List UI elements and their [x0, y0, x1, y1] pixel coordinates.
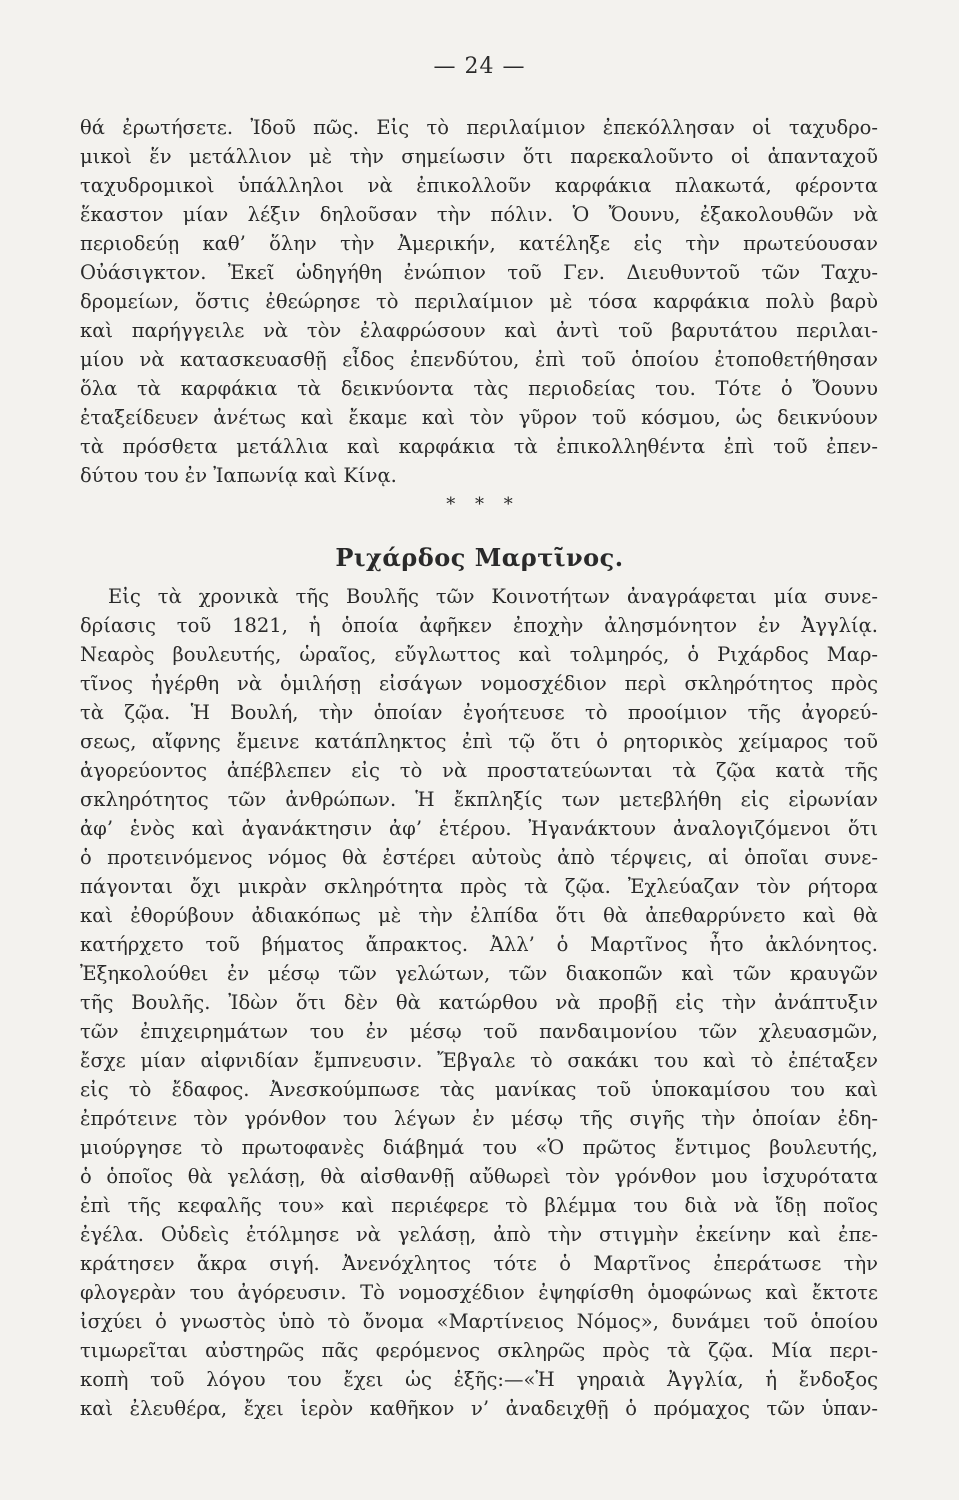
- text-line: δύτου του ἐν Ἰαπωνίᾳ καὶ Κίνᾳ.: [80, 464, 397, 487]
- text-line: σκληρότητος τῶν ἀνθρώπων. Ἡ ἔκπληξίς των μετεβλήθη εἰς εἰρωνίαν: [80, 788, 878, 811]
- text-line: Ἐξηκολούθει ἐν μέσῳ τῶν γελώτων, τῶν διακοπῶν καὶ τῶν κραυγῶν: [80, 962, 878, 985]
- text-line: τῖνος ἠγέρθη νὰ ὁμιλήσῃ εἰσάγων νομοσχέδιον περὶ σκληρότητος πρὸς: [80, 672, 878, 695]
- text-line: ἰσχύει ὁ γνωστὸς ὑπὸ τὸ ὄνομα «Μαρτίνειος Νόμος», δυνάμει τοῦ ὁποίου: [80, 1310, 878, 1333]
- text-line: ἔσχε μίαν αἰφνιδίαν ἔμπνευσιν. Ἔβγαλε τὸ σακάκι του καὶ τὸ ἐπέταξεν: [80, 1049, 878, 1072]
- text-line: φλογερὰν του ἀγόρευσιν. Τὸ νομοσχέδιον ἐψηφίσθη ὁμοφώνως καὶ ἔκτοτε: [80, 1281, 878, 1304]
- text-line: σεως, αἴφνης ἔμεινε κατάπληκτος ἐπὶ τῷ ὅτι ὁ ρητορικὸς χείμαρος τοῦ: [80, 730, 878, 753]
- text-line: ὁ προτεινόμενος νόμος θὰ ἐστέρει αὐτοὺς ἀπὸ τέρψεις, αἱ ὁποῖαι συνε-: [80, 846, 878, 869]
- text-line: κατήρχετο τοῦ βήματος ἄπρακτος. Ἀλλ’ ὁ Μαρτῖνος ἦτο ἀκλόνητος.: [80, 933, 878, 956]
- text-line: τιμωρεῖται αὐστηρῶς πᾶς φερόμενος σκληρῶς πρὸς τὰ ζῷα. Μία περι-: [80, 1339, 878, 1362]
- text-line: κράτησεν ἄκρα σιγή. Ἀνενόχλητος τότε ὁ Μαρτῖνος ἐπεράτωσε τὴν: [80, 1252, 878, 1275]
- text-line: ἐπρότεινε τὸν γρόνθον του λέγων ἐν μέσῳ τῆς σιγῆς τὴν ὁποίαν ἐδη-: [80, 1107, 878, 1130]
- text-line: τῶν ἐπιχειρημάτων του ἐν μέσῳ τοῦ πανδαιμονίου τῶν χλευασμῶν,: [80, 1020, 878, 1043]
- text-line: ἐγέλα. Οὐδεὶς ἐτόλμησε νὰ γελάσῃ, ἀπὸ τὴν στιγμὴν ἐκείνην καὶ ἐπε-: [80, 1223, 878, 1246]
- text-line: ἐταξείδευεν ἀνέτως καὶ ἔκαμε καὶ τὸν γῦρον τοῦ κόσμου, ὡς δεικνύουν: [80, 406, 878, 429]
- section-separator: * * *: [446, 494, 513, 515]
- text-line: εἰς τὸ ἔδαφος. Ἀνεσκούμπωσε τὰς μανίκας τοῦ ὑποκαμίσου του καὶ: [80, 1078, 878, 1101]
- text-line: ὁ ὁποῖος θὰ γελάσῃ, θὰ αἰσθανθῇ αὔθωρεὶ τὸν γρόνθον μου ἰσχυρότατα: [80, 1165, 878, 1188]
- section-body: [80, 582, 878, 1423]
- text-line: Εἰς τὰ χρονικὰ τῆς Βουλῆς τῶν Κοινοτήτων ἀναγράφεται μία συνε-: [108, 585, 878, 608]
- text-line: τὰ πρόσθετα μετάλλια καὶ καρφάκια τὰ ἐπικολληθέντα ἐπὶ τοῦ ἐπεν-: [80, 435, 878, 458]
- text-line: ἐπὶ τῆς κεφαλῆς του» καὶ περιέφερε τὸ βλέμμα του διὰ νὰ ἴδῃ ποῖος: [80, 1194, 878, 1217]
- text-line: ὅλα τὰ καρφάκια τὰ δεικνύοντα τὰς περιοδείας του. Τότε ὁ Ὄουνυ: [80, 377, 878, 400]
- text-line: δρομείων, ὅστις ἐθεώρησε τὸ περιλαίμιον μὲ τόσα καρφάκια πολὺ βαρὺ: [80, 290, 878, 313]
- text-line: καὶ ἐθορύβουν ἀδιακόπως μὲ τὴν ἐλπίδα ὅτι θὰ ἀπεθαρρύνετο καὶ θὰ: [80, 904, 878, 927]
- text-line: ταχυδρομικοὶ ὑπάλληλοι νὰ ἐπικολλοῦν καρφάκια πλακωτά, φέροντα: [80, 174, 878, 197]
- text-line: καὶ ἐλευθέρα, ἔχει ἱερὸν καθῆκον ν’ ἀναδειχθῇ ὁ πρόμαχος τῶν ὑπαν-: [80, 1397, 878, 1420]
- text-line: θά ἐρωτήσετε. Ἰδοῦ πῶς. Εἰς τὸ περιλαίμιον ἐπεκόλλησαν οἱ ταχυδρο-: [80, 116, 878, 139]
- text-line: μιούργησε τὸ πρωτοφανὲς διάβημά του «Ὁ πρῶτος ἔντιμος βουλευτής,: [80, 1136, 878, 1159]
- text-line: ἀγορεύοντος ἀπέβλεπεν εἰς τὸ νὰ προστατεύωνται τὰ ζῷα κατὰ τῆς: [80, 759, 878, 782]
- text-line: πάγονται ὄχι μικρὰν σκληρότητα πρὸς τὰ ζῷα. Ἐχλεύαζαν τὸν ρήτορα: [80, 875, 878, 898]
- paragraph-continued: [80, 113, 878, 490]
- text-line: τὰ ζῷα. Ἡ Βουλή, τὴν ὁποίαν ἐγοήτευσε τὸ προοίμιον τῆς ἀγορεύ-: [80, 701, 878, 724]
- page-number: — 24 —: [433, 54, 526, 79]
- text-line: τῆς Βουλῆς. Ἰδὼν ὅτι δὲν θὰ κατώρθου νὰ προβῇ εἰς τὴν ἀνάπτυξιν: [80, 991, 878, 1014]
- text-line: μικοὶ ἕν μετάλλιον μὲ τὴν σημείωσιν ὅτι παρεκαλοῦντο οἱ ἁπανταχοῦ: [80, 145, 878, 168]
- text-line: κοπὴ τοῦ λόγου του ἔχει ὡς ἑξῆς:—«Ἡ γηραιὰ Ἀγγλία, ἡ ἔνδοξος: [80, 1368, 878, 1391]
- text-line: δρίασις τοῦ 1821, ἡ ὁποία ἀφῆκεν ἐποχὴν ἀλησμόνητον ἐν Ἀγγλίᾳ.: [80, 614, 878, 637]
- text-line: Νεαρὸς βουλευτής, ὡραῖος, εὔγλωττος καὶ τολμηρός, ὁ Ριχάρδος Μαρ-: [80, 643, 878, 666]
- text-line: ἀφ’ ἑνὸς καὶ ἀγανάκτησιν ἀφ’ ἑτέρου. Ἠγανάκτουν ἀναλογιζόμενοι ὅτι: [80, 817, 878, 840]
- text-line: μίου νὰ κατασκευασθῇ εἶδος ἐπενδύτου, ἐπὶ τοῦ ὁποίου ἐτοποθετήθησαν: [80, 348, 878, 371]
- text-line: Οὐάσιγκτον. Ἐκεῖ ὡδηγήθη ἐνώπιον τοῦ Γεν. Διευθυντοῦ τῶν Ταχυ-: [80, 261, 878, 284]
- text-line: ἕκαστον μίαν λέξιν δηλοῦσαν τὴν πόλιν. Ὁ Ὄουνυ, ἐξακολουθῶν νὰ: [80, 203, 878, 226]
- text-line: περιοδεύῃ καθ’ ὅλην τὴν Ἀμερικήν, κατέληξε εἰς τὴν πρωτεύουσαν: [80, 232, 878, 255]
- section-heading: Ριχάρδος Μαρτῖνος.: [335, 543, 624, 572]
- text-line: καὶ παρήγγειλε νὰ τὸν ἐλαφρώσουν καὶ ἀντὶ τοῦ βαρυτάτου περιλαι-: [80, 319, 878, 342]
